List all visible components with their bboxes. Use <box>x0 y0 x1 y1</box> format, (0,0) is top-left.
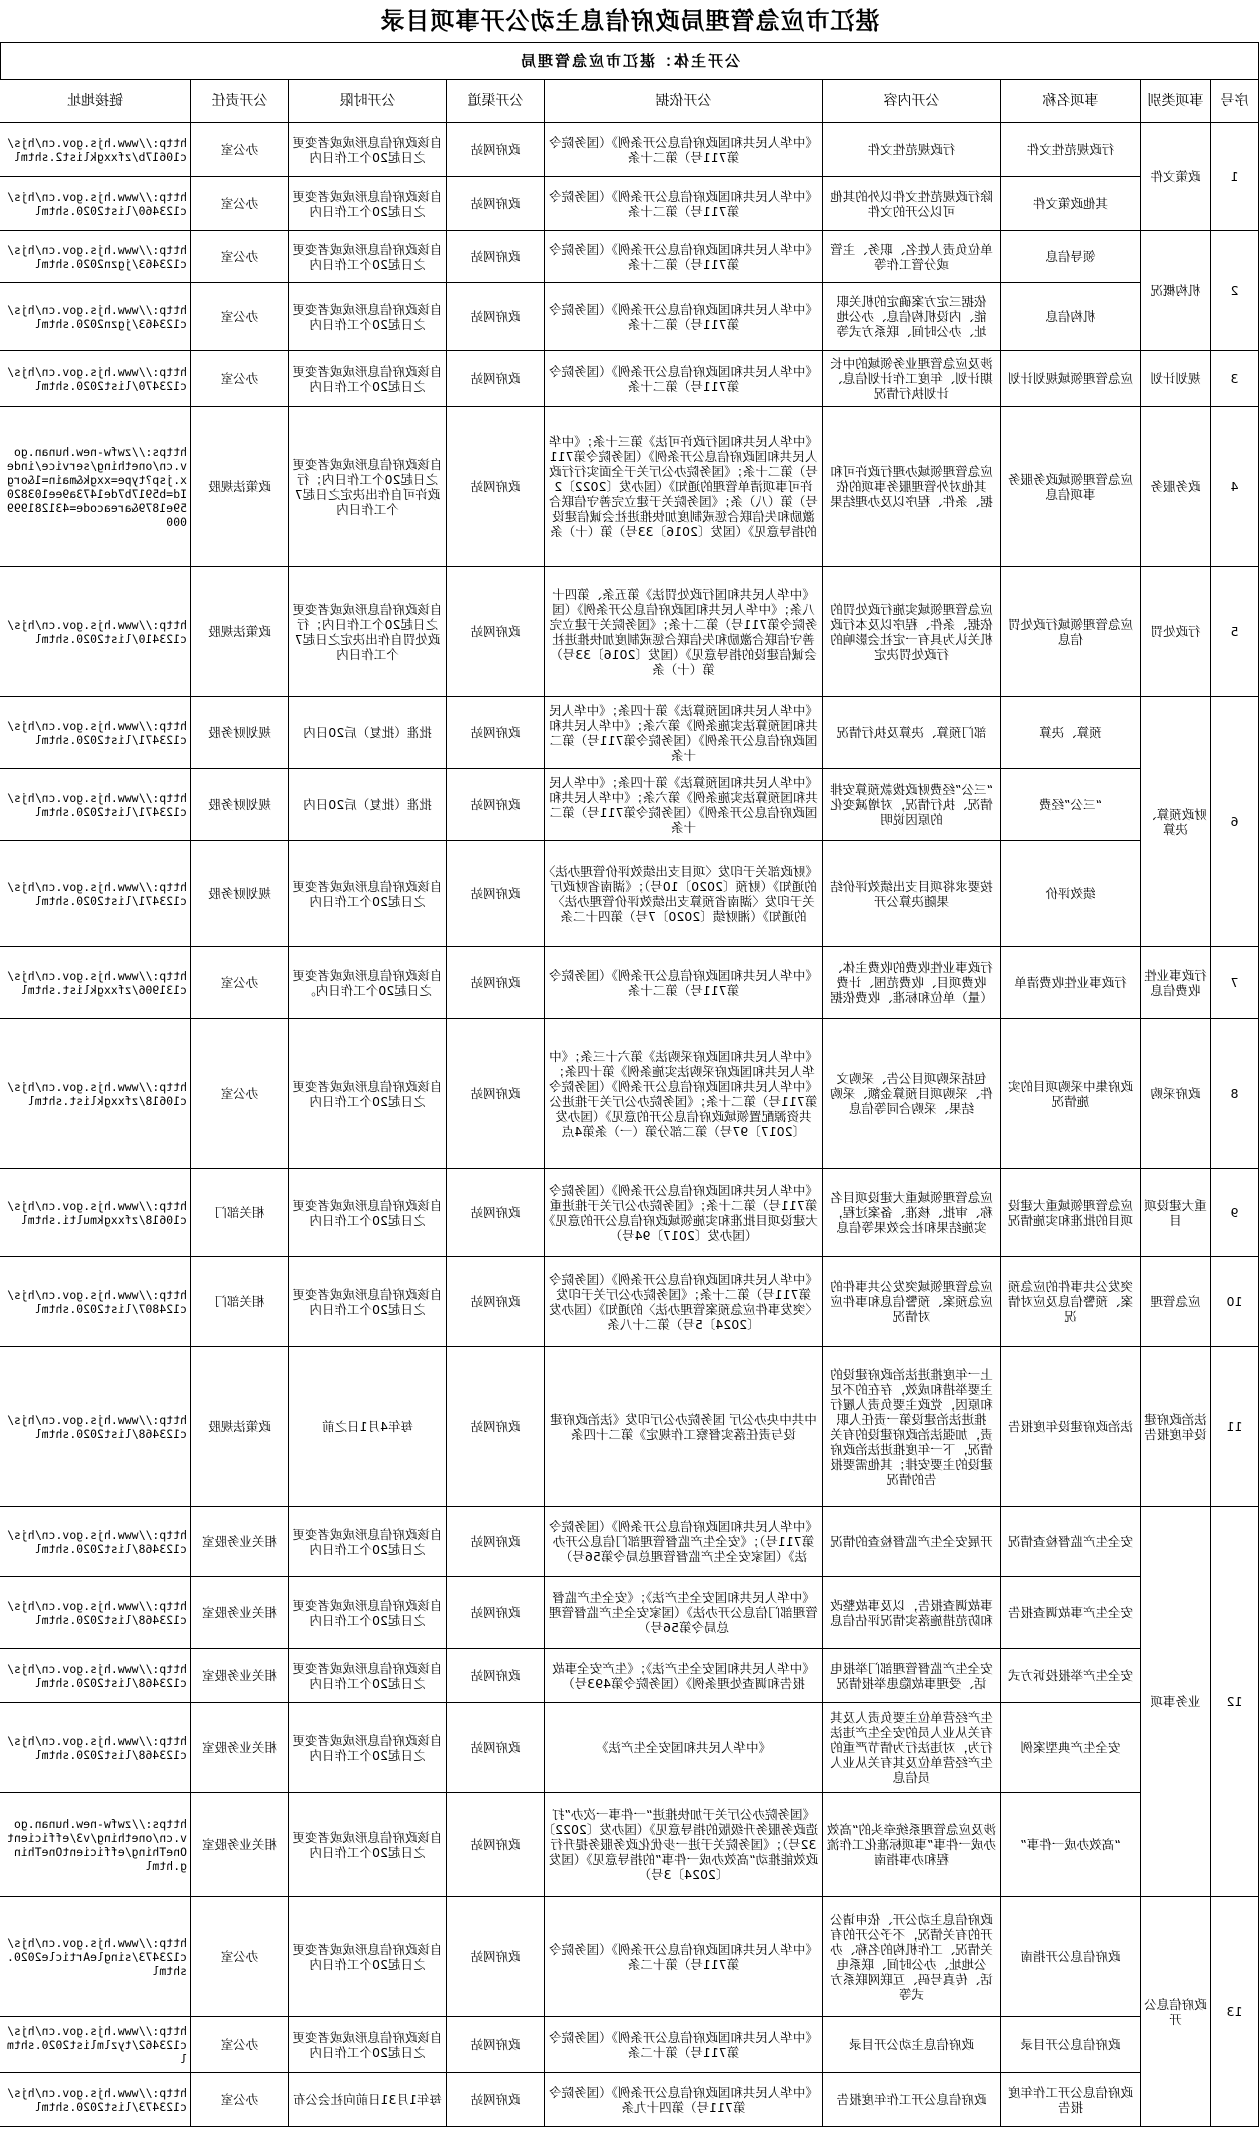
row-category: 行政事业性收费信息 <box>1141 947 1211 1019</box>
item-time-limit: 自该政府信息形成或者变更之日起20个工作日内。 <box>289 947 447 1019</box>
item-name: 安全生产举报投诉方式 <box>1001 1649 1141 1703</box>
row-number: 13 <box>1211 1897 1259 2127</box>
item-responsible: 办公室 <box>191 2017 289 2073</box>
item-name: 绩效评价 <box>1001 841 1141 947</box>
item-link[interactable]: http://www.hjs.gov.cn/hjs/c123468/list2020.shtml <box>0 1347 191 1507</box>
item-time-limit: 自该政府信息形成或者变更之日起20个工作日内 <box>289 841 447 947</box>
item-basis: 《中华人民共和国政府信息公开条例》（国务院令第711号）；《安全生产监督管理部门信息公开办法》（国家安全生产监督管理总局令第56号） <box>545 1507 823 1577</box>
item-name: 领导信息 <box>1001 231 1141 283</box>
item-responsible: 相关业务股室 <box>191 1793 289 1897</box>
item-content: 除行政规范性文件以外的其他可以公开的文件 <box>823 177 1001 231</box>
table-header-row <box>0 80 1259 123</box>
item-content: 政府信息主动公开目录 <box>823 2017 1001 2073</box>
item-content: “三公”经费财政拨款预算安排情况、执行情况，对增减变化的原因说明 <box>823 769 1001 841</box>
item-channel: 政府网站 <box>447 1897 545 2017</box>
item-basis: 《中华人民共和国政府信息公开条例》（国务院令第711号）第二十条 <box>545 231 823 283</box>
item-channel: 政府网站 <box>447 1169 545 1257</box>
item-channel: 政府网站 <box>447 1507 545 1577</box>
item-name: 其他政策文件 <box>1001 177 1141 231</box>
item-link[interactable]: http://www.hjs.gov.cn/hjs/c10618/zfxxgklist.shtml <box>0 1019 191 1169</box>
item-responsible: 相关部门 <box>191 1169 289 1257</box>
item-channel: 政府网站 <box>447 2017 545 2073</box>
item-channel: 政府网站 <box>447 697 545 769</box>
table-row <box>0 283 1259 351</box>
table-row <box>0 2073 1259 2127</box>
header-link: 链接地址 <box>0 80 191 123</box>
item-channel: 政府网站 <box>447 1793 545 1897</box>
item-time-limit: 批准（批复）后20日内 <box>289 769 447 841</box>
item-basis: 《中华人民共和国政府信息公开条例》（国务院令第711号）第十二条 <box>545 2017 823 2073</box>
table-row <box>0 1649 1259 1703</box>
item-channel: 政府网站 <box>447 407 545 567</box>
item-responsible: 相关业务股室 <box>191 1649 289 1703</box>
item-time-limit: 自该政府信息形成或者变更之日起20个工作日内 <box>289 1703 447 1793</box>
item-responsible: 规划财务股 <box>191 769 289 841</box>
header-channel: 公开渠道 <box>447 80 545 123</box>
item-link[interactable]: http://www.hjs.gov.cn/hjs/c123460/list2020.shtml <box>0 177 191 231</box>
row-number: 5 <box>1211 567 1259 697</box>
item-content: 单位负责人姓名、职务、主管或分管工作等 <box>823 231 1001 283</box>
item-content: 按要求将项目支出绩效评价结果随决算公开 <box>823 841 1001 947</box>
item-basis: 《中华人民共和国政府信息公开条例》（国务院令第711号）第十二条 <box>545 1897 823 2017</box>
header-basis: 公开依据 <box>545 80 823 123</box>
header-content: 公开内容 <box>823 80 1001 123</box>
item-time-limit: 自该政府信息形成或者变更之日起20个工作日内 <box>289 123 447 177</box>
item-name: 突发公共事件的应急预案、预警信息及应对情况 <box>1001 1257 1141 1347</box>
table-row <box>0 841 1259 947</box>
table-row <box>0 1577 1259 1649</box>
item-basis: 《中华人民共和国安全生产法》；《生产安全事故报告和调查处理条例》（国务院令第493号） <box>545 1649 823 1703</box>
item-time-limit: 自该政府信息形成或者变更之日起20个工作日内 <box>289 1897 447 2017</box>
item-link[interactable]: http://www.hjs.gov.cn/hjs/c123468/list2020.shtml <box>0 1507 191 1577</box>
item-channel: 政府网站 <box>447 2073 545 2127</box>
item-channel: 政府网站 <box>447 1703 545 1793</box>
table-row <box>0 1169 1259 1257</box>
table-row <box>0 351 1259 407</box>
item-basis: 《中华人民共和国政府信息公开条例》（国务院令第711号）第二十条 <box>545 123 823 177</box>
item-responsible: 办公室 <box>191 1019 289 1169</box>
item-link[interactable]: http://www.hjs.gov.cn/hjs/c10617b/zfxxgklist2.shtml <box>0 123 191 177</box>
row-number: 9 <box>1211 1169 1259 1257</box>
item-time-limit: 自该政府信息形成或者变更之日起20个工作日内；行政许可自作出决定之日起7个工作日内 <box>289 407 447 567</box>
item-basis: 《中华人民共和国政府信息公开条例》（国务院令第711号）第二十条；《国务院办公厅关于推进重大建设项目批准和实施领域政府信息公开的意见》（国办发〔2017〕94号） <box>545 1169 823 1257</box>
item-basis: 《中华人民共和国政府信息公开条例》（国务院令第711号）第二十条 <box>545 351 823 407</box>
item-responsible: 相关业务股室 <box>191 1703 289 1793</box>
item-name: 应急管理领域政务服务事项信息 <box>1001 407 1141 567</box>
item-content: 部门预算、决算及执行情况 <box>823 697 1001 769</box>
item-content: 安全生产监督管理部门举报电话、受理事故隐患举报情况 <box>823 1649 1001 1703</box>
item-time-limit: 自该政府信息形成或者变更之日起20个工作日内 <box>289 1577 447 1649</box>
item-channel: 政府网站 <box>447 1577 545 1649</box>
item-responsible: 相关部门 <box>191 1257 289 1347</box>
row-category: 重大建设项目 <box>1141 1169 1211 1257</box>
item-link[interactable]: http://www.hjs.gov.cn/hjs/c123470/list2020.shtml <box>0 351 191 407</box>
row-number: 8 <box>1211 1019 1259 1169</box>
item-link[interactable]: http://www.hjs.gov.cn/hjs/c123471/list2020.shtml <box>0 769 191 841</box>
item-name: 安全生产事故调查报告 <box>1001 1577 1141 1649</box>
table-row <box>0 1347 1259 1507</box>
item-channel: 政府网站 <box>447 1347 545 1507</box>
item-channel: 政府网站 <box>447 947 545 1019</box>
item-link[interactable]: https://zwfw-new.hunan.gov.cn/onething/v3/efficientOneThing/efficientOneThing.html <box>0 1793 191 1897</box>
item-channel: 政府网站 <box>447 841 545 947</box>
item-time-limit: 批准（批复）后20日内 <box>289 697 447 769</box>
row-number: 2 <box>1211 231 1259 351</box>
header-no: 序号 <box>1211 80 1259 123</box>
item-link[interactable]: http://www.hjs.gov.cn/hjs/c124807/list2020.shtml <box>0 1257 191 1347</box>
item-responsible: 办公室 <box>191 231 289 283</box>
row-number: 10 <box>1211 1257 1259 1347</box>
item-name: 政府信息公开指南 <box>1001 1897 1141 2017</box>
row-number: 12 <box>1211 1507 1259 1897</box>
table-row <box>0 407 1259 567</box>
header-responsible: 公开责任 <box>191 80 289 123</box>
item-name: “高效办成一件事” <box>1001 1793 1141 1897</box>
table-row <box>0 123 1259 177</box>
item-time-limit: 自该政府信息形成或者变更之日起20个工作日内 <box>289 1169 447 1257</box>
item-basis: 《中华人民共和国政府信息公开条例》（国务院令第711号）第二十条；《国务院办公厅关于印发〈突发事件应急预案管理办法〉的通知》（国办发〔2024〕5号）第二十八条 <box>545 1257 823 1347</box>
row-number: 11 <box>1211 1347 1259 1507</box>
item-time-limit: 自该政府信息形成或者变更之日起20个工作日内 <box>289 351 447 407</box>
item-responsible: 办公室 <box>191 2073 289 2127</box>
item-responsible: 政策法规股 <box>191 567 289 697</box>
item-responsible: 政策法规股 <box>191 407 289 567</box>
item-channel: 政府网站 <box>447 1649 545 1703</box>
item-name: 行政事业性收费清单 <box>1001 947 1141 1019</box>
item-link[interactable]: http://www.hjs.gov.cn/hjs/c123471/list2020.shtml <box>0 841 191 947</box>
item-basis: 《中华人民共和国预算法》第十四条；《中华人民共和国预算法实施条例》第六条；《中华人民共和国政府信息公开条例》（国务院令第711号）第二十条 <box>545 769 823 841</box>
item-content: 包括采购项目公告、采购文件、采购项目预算金额、采购结果、采购合同等信息 <box>823 1019 1001 1169</box>
publisher-subtitle: 公开主体：湛江市应急管理局 <box>0 42 1259 79</box>
row-category: 政策文件 <box>1141 123 1211 231</box>
item-basis: 《中华人民共和国预算法》第十四条；《中华人民共和国预算法实施条例》第六条；《中华人民共和国政府信息公开条例》（国务院令第711号）第二十条 <box>545 697 823 769</box>
table-row <box>0 1897 1259 2017</box>
item-responsible: 办公室 <box>191 351 289 407</box>
item-time-limit: 自该政府信息形成或者变更之日起20个工作日内 <box>289 1793 447 1897</box>
item-channel: 政府网站 <box>447 567 545 697</box>
item-content: 涉及应急管理系统牵头的“高效办成一件事”事项标准化工作流程和办事指南 <box>823 1793 1001 1897</box>
item-link[interactable]: http://www.hjs.gov.cn/hjs/c123462/tyzlmlist2020.shtml <box>0 2017 191 2073</box>
row-category: 政府采购 <box>1141 1019 1211 1169</box>
item-basis: 《中华人民共和国政府信息公开条例》（国务院令第711号）第四十九条 <box>545 2073 823 2127</box>
row-category: 规划计划 <box>1141 351 1211 407</box>
item-name: 应急管理领域行政处罚信息 <box>1001 567 1141 697</box>
row-number: 1 <box>1211 123 1259 231</box>
item-content: 涉及应急管理业务领域的中长期计划、年度工作计划信息、计划执行情况 <box>823 351 1001 407</box>
item-link[interactable]: http://www.hjs.gov.cn/hjs/c123463/jgzn2020.shtml <box>0 283 191 351</box>
header-category: 事项类别 <box>1141 80 1211 123</box>
document-title: 湛江市应急管理局政府信息主动公开事项目录 <box>379 7 880 35</box>
item-name: 应急管理领域规划计划 <box>1001 351 1141 407</box>
item-responsible: 办公室 <box>191 947 289 1019</box>
item-basis: 《中华人民共和国政府信息公开条例》（国务院令第711号）第二十条 <box>545 177 823 231</box>
item-basis: 《中华人民共和国行政许可法》第三十条；《中华人民共和国政府信息公开条例》（国务院令第711号）第二十条；《国务院办公厅关于全面实行行政许可事项清单管理的通知》（国办发〔2022〕2号）第（八）条；《国务院关于建立完善守信联合激励和失信联合惩戒制度加快推进社会诚信建设的指导意见》（国发〔2016〕33号）第（十）条 <box>545 407 823 567</box>
item-basis: 《中华人民共和国政府信息公开条例》（国务院令第711号）第二十条 <box>545 947 823 1019</box>
item-time-limit: 自该政府信息形成或者变更之日起20个工作日内 <box>289 2017 447 2073</box>
item-content: 应急管理领域实施行政处罚的依据、条件、程序以及本行政机关认为具有一定社会影响的行政处罚决定 <box>823 567 1001 697</box>
item-time-limit: 自该政府信息形成或者变更之日起20个工作日内；行政处罚自作出决定之日起7个工作日内 <box>289 567 447 697</box>
table-row <box>0 231 1259 283</box>
row-category: 法治政府建设年度报告 <box>1141 1347 1211 1507</box>
item-channel: 政府网站 <box>447 769 545 841</box>
item-content: 开展安全生产监督检查的情况 <box>823 1507 1001 1577</box>
row-category: 财政预算、决算 <box>1141 697 1211 947</box>
item-channel: 政府网站 <box>447 1257 545 1347</box>
header-time-limit: 公开时限 <box>289 80 447 123</box>
row-number: 7 <box>1211 947 1259 1019</box>
item-link[interactable]: http://www.hjs.gov.cn/hjs/c123473/list2020.shtml <box>0 2073 191 2127</box>
item-time-limit: 自该政府信息形成或者变更之日起20个工作日内 <box>289 1649 447 1703</box>
table-row <box>0 769 1259 841</box>
item-name: 安全生产典型案例 <box>1001 1703 1141 1793</box>
item-channel: 政府网站 <box>447 177 545 231</box>
disclosure-catalog-table <box>0 79 1259 2127</box>
table-row <box>0 177 1259 231</box>
item-link[interactable]: http://www.hjs.gov.cn/hjs/c123473/singleArticle2020.shtml <box>0 1897 191 2017</box>
item-name: 政府集中采购项目的实施情况 <box>1001 1019 1141 1169</box>
item-time-limit: 自该政府信息形成或者变更之日起20个工作日内 <box>289 1257 447 1347</box>
item-responsible: 规划财务股 <box>191 841 289 947</box>
item-responsible: 相关业务股室 <box>191 1577 289 1649</box>
item-content: 政府信息公开工作年度报告 <box>823 2073 1001 2127</box>
item-responsible: 相关业务股室 <box>191 1507 289 1577</box>
item-basis: 《中华人民共和国安全生产法》；《安全生产监督管理部门信息公开办法》（国家安全生产监督管理总局令第56号） <box>545 1577 823 1649</box>
item-name: 行政规范性文件 <box>1001 123 1141 177</box>
item-content: 事故调查报告，以及事故整改和防范措施落实情况评估信息 <box>823 1577 1001 1649</box>
item-responsible: 办公室 <box>191 123 289 177</box>
table-row <box>0 697 1259 769</box>
table-row <box>0 1703 1259 1793</box>
item-link[interactable]: http://www.hjs.gov.cn/hjs/c123468/list2020.shtml <box>0 1649 191 1703</box>
item-responsible: 办公室 <box>191 177 289 231</box>
item-name: 预算、决算 <box>1001 697 1141 769</box>
item-name: 机构信息 <box>1001 283 1141 351</box>
item-content: 应急管理领域突发公共事件的应急预案、预警信息和事件应对情况 <box>823 1257 1001 1347</box>
item-channel: 政府网站 <box>447 123 545 177</box>
item-link[interactable]: http://www.hjs.gov.cn/hjs/c131906/zfxxgklist.shtml <box>0 947 191 1019</box>
item-channel: 政府网站 <box>447 1019 545 1169</box>
item-basis: 《中华人民共和国政府信息公开条例》（国务院令第711号）第二十条 <box>545 283 823 351</box>
item-responsible: 规划财务股 <box>191 697 289 769</box>
item-link[interactable]: http://www.hjs.gov.cn/hjs/c10618/zfxxgkmulti.shtml <box>0 1169 191 1257</box>
item-content: 依据三定方案确定的机关职能、内设机构信息、办公地址、办公时间、联系方式等 <box>823 283 1001 351</box>
item-link[interactable]: http://www.hjs.gov.cn/hjs/c123468/list2020.shtml <box>0 1577 191 1649</box>
item-name: “三公”经费 <box>1001 769 1141 841</box>
row-number: 4 <box>1211 407 1259 567</box>
item-basis: 《中华人民共和国政府采购法》第六十三条；《中华人民共和国政府采购法实施条例》第十四条；《中华人民共和国政府信息公开条例》（国务院令第711号）第二十条；《国务院办公厅关于推进公共资源配置领域政府信息公开的意见》（国办发〔2017〕97号）第二部分第（一）条第4点 <box>545 1019 823 1169</box>
item-time-limit: 自该政府信息形成或者变更之日起20个工作日内 <box>289 283 447 351</box>
item-name: 应急管理领域重大建设项目的批准和实施情况 <box>1001 1169 1141 1257</box>
item-name: 政府信息公开工作年度报告 <box>1001 2073 1141 2127</box>
item-content: 政府信息主动公开、依申请公开的有关情况，不予公开的有关情况、工作机构的名称、办公地址、办公时间、联系电话、传真号码、互联网联系方式等 <box>823 1897 1001 2017</box>
row-category: 业务事项 <box>1141 1507 1211 1897</box>
item-content: 生产经营单位主要负责人及其有关从业人员的安全生产违法行为，对违法行为情节严重的生产经营单位及其有关从业人员信息 <box>823 1703 1001 1793</box>
item-channel: 政府网站 <box>447 351 545 407</box>
row-number: 6 <box>1211 697 1259 947</box>
item-link[interactable]: http://www.hjs.gov.cn/hjs/c123463/jgzn2020.shtml <box>0 231 191 283</box>
item-time-limit: 自该政府信息形成或者变更之日起20个工作日内 <box>289 177 447 231</box>
item-time-limit: 自该政府信息形成或者变更之日起20个工作日内 <box>289 231 447 283</box>
item-channel: 政府网站 <box>447 231 545 283</box>
row-category: 机构概况 <box>1141 231 1211 351</box>
item-responsible: 办公室 <box>191 283 289 351</box>
item-channel: 政府网站 <box>447 283 545 351</box>
row-category: 行政处罚 <box>1141 567 1211 697</box>
item-time-limit: 每年1月31日前向社会公布 <box>289 2073 447 2127</box>
item-basis: 《中华人民共和国安全生产法》 <box>545 1703 823 1793</box>
item-time-limit: 自该政府信息形成或者变更之日起20个工作日内 <box>289 1507 447 1577</box>
table-row <box>0 1793 1259 1897</box>
item-link[interactable]: https://zwfw-new.hunan.gov.cn/onething/service/index.jsp?type=xxgk&main=1&orgId=b5917b7de1473a9ee10382059e1879&areacode=431281999000 <box>0 407 191 567</box>
row-category: 政务服务 <box>1141 407 1211 567</box>
row-number: 3 <box>1211 351 1259 407</box>
item-link[interactable]: http://www.hjs.gov.cn/hjs/c123410/list2020.shtml <box>0 567 191 697</box>
item-basis: 《国务院办公厅关于加快推进“一件事一次办”打造政务服务升级版的指导意见》（国办发〔2022〕32号）；《国务院关于进一步优化政务服务提升行政效能推动“高效办成一件事”的指导意见》（国发〔2024〕3号） <box>545 1793 823 1897</box>
item-basis: 《中华人民共和国行政处罚法》第五条、第四十八条；《中华人民共和国政府信息公开条例》（国务院令第711号）第二十条；《国务院关于建立完善守信联合激励和失信联合惩戒制度加快推进社会诚信建设的指导意见》（国发〔2016〕33号）第（十）条 <box>545 567 823 697</box>
item-content: 应急管理领域办理行政许可和其他对外管理服务事项的依据、条件、程序以及办理结果 <box>823 407 1001 567</box>
item-content: 行政事业性收费的收费主体、收费项目、收费范围、计费（量）单位和标准、收费依据 <box>823 947 1001 1019</box>
item-content: 上一年度推进法治政府建设的主要举措和成效，存在的不足和原因，党政主要负责人履行推进法治建设第一责任人职责，加强法治政府建设的有关情况，下一年度推进法治政府建设的主要安排；其他需要报告的情况 <box>823 1347 1001 1507</box>
row-category: 应急管理 <box>1141 1257 1211 1347</box>
item-content: 行政规范性文件 <box>823 123 1001 177</box>
item-name: 安全生产监督检查情况 <box>1001 1507 1141 1577</box>
item-name: 法治政府建设年度报告 <box>1001 1347 1141 1507</box>
row-category: 政府信息公开 <box>1141 1897 1211 2127</box>
item-time-limit: 自该政府信息形成或者变更之日起20个工作日内 <box>289 1019 447 1169</box>
header-item-name: 事项名称 <box>1001 80 1141 123</box>
item-content: 应急管理领域重大建设项目名称、审批、核准、备案过程，实施结果和社会效果等信息 <box>823 1169 1001 1257</box>
table-row <box>0 947 1259 1019</box>
item-responsible: 办公室 <box>191 1897 289 2017</box>
item-name: 政府信息公开目录 <box>1001 2017 1141 2073</box>
item-basis: 中共中央办公厅 国务院办公厅印发《法治政府建设与责任落实督察工作规定》第二十四条 <box>545 1347 823 1507</box>
table-row <box>0 567 1259 697</box>
item-responsible: 政策法规股 <box>191 1347 289 1507</box>
table-row <box>0 1257 1259 1347</box>
table-row <box>0 2017 1259 2073</box>
table-row <box>0 1507 1259 1577</box>
item-time-limit: 每年4月1日之前 <box>289 1347 447 1507</box>
item-link[interactable]: http://www.hjs.gov.cn/hjs/c123471/list2020.shtml <box>0 697 191 769</box>
table-row <box>0 1019 1259 1169</box>
item-link[interactable]: http://www.hjs.gov.cn/hjs/c123468/list2020.shtml <box>0 1703 191 1793</box>
item-basis: 《财政部关于印发〈项目支出绩效评价管理办法〉的通知》（财预〔2020〕10号）；《湖南省财政厅关于印发〈湖南省预算支出绩效评价管理办法〉的通知》（湘财绩〔2020〕7号）第四十二条 <box>545 841 823 947</box>
